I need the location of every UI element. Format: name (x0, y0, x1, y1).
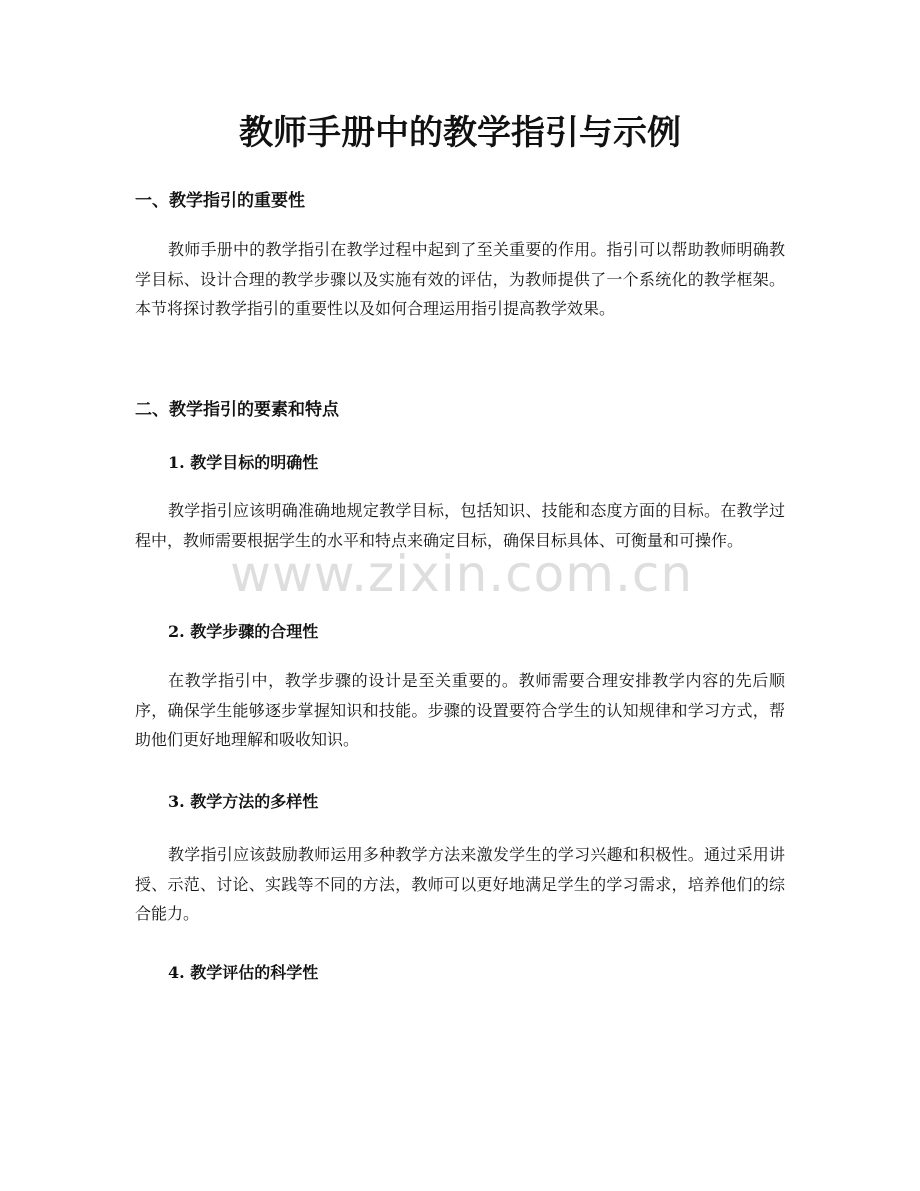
subheading-goal-clarity: 1. 教学目标的明确性 (168, 453, 319, 472)
document-title: 教师手册中的教学指引与示例 (239, 113, 681, 153)
section-heading-elements: 二、教学指引的要素和特点 (135, 400, 339, 420)
watermark: www.zixin.com.cn (230, 545, 694, 603)
subheading-method-diversity: 3. 教学方法的多样性 (168, 792, 319, 811)
paragraph-goal-clarity: 教学指引应该明确准确地规定教学目标，包括知识、技能和态度方面的目标。在教学过程中，教师需要根据学生的水平和特点来确定目标，确保目标具体、可衡量和可操作。 (135, 501, 785, 550)
section-heading-importance: 一、教学指引的重要性 (135, 191, 305, 211)
paragraph-method-diversity: 教学指引应该鼓励教师运用多种教学方法来激发学生的学习兴趣和积极性。通过采用讲授、示范、讨论、实践等不同的方法，教师可以更好地满足学生的学习需求，培养他们的综合能力。 (135, 845, 785, 923)
subheading-step-rationality: 2. 教学步骤的合理性 (168, 622, 319, 641)
subheading-assessment-science: 4. 教学评估的科学性 (168, 963, 319, 982)
section-paragraph-importance: 教师手册中的教学指引在教学过程中起到了至关重要的作用。指引可以帮助教师明确教学目标、设计合理的教学步骤以及实施有效的评估，为教师提供了一个系统化的教学框架。本节将探讨教学指引的重要性以及如何合理运用指引提高教学效果。 (135, 240, 785, 318)
paragraph-step-rationality: 在教学指引中，教学步骤的设计是至关重要的。教师需要合理安排教学内容的先后顺序，确保学生能够逐步掌握知识和技能。步骤的设置要符合学生的认知规律和学习方式，帮助他们更好地理解和吸收知识。 (135, 671, 785, 749)
